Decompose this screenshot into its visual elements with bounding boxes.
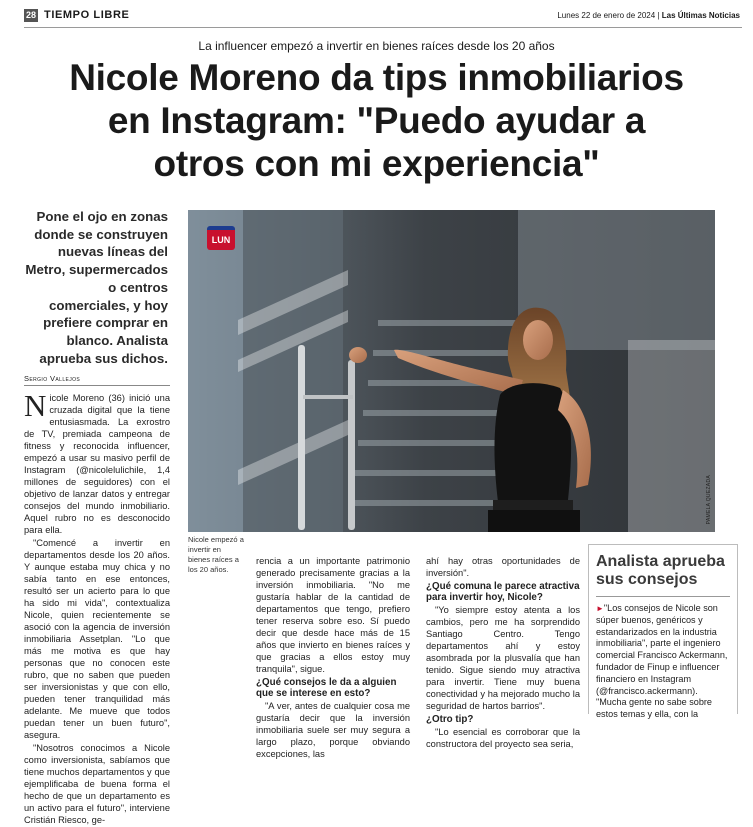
sidebar-title: Analista aprueba sus consejos — [596, 553, 725, 588]
article-photo — [188, 210, 715, 532]
body-column-1 — [24, 388, 170, 827]
article-kicker: La influencer empezó a invertir en bienes raíces desde los 20 años — [198, 39, 555, 53]
sidebar-body: "Los consejos de Nicole son súper buenos, genéricos y estandarizados en la industria inmobiliaria", parte el ingeniero comercial Francisco Ackermann, fundador de Finup e influencer financiero en Instagram (@francisco.ackermann). "Mucha gente no sabe sobre estos temas y ella, con la — [596, 603, 728, 720]
paragraph — [24, 388, 170, 536]
article-byline: Sergio Vallejos — [24, 374, 170, 386]
body-column-2 — [256, 555, 410, 761]
page-header — [24, 8, 742, 28]
paragraph: "Yo siempre estoy atenta a los cambios, pero me ha sorprendido Santiago Centro. Tengo departamentos ahí y estoy asombrada por la plusvalía que han tenido. Sigue siendo muy atractiva para invertir. Tiene muy buena conectividad y ha mejorado mucho la seguridad de hartos barrios". — [426, 605, 580, 711]
newspaper-name: Las Últimas Noticias — [661, 11, 740, 20]
paragraph: rencia a un importante patrimonio generado precisamente gracias a la inversión inmobiliaria. "No me gustaría hablar de la cantidad de departamentos que tengo, prefiero tener reserva sobre eso. Sí puedo decir que desde hace más de 15 años que invierto en bienes raíces y que gracias a ellos estoy muy tranquila", sigue. — [256, 556, 410, 674]
question-heading: ¿Qué consejos le da a alguien que se interese en esto? — [256, 677, 397, 699]
paragraph: "Lo esencial es corroborar que la constructora del proyecto sea seria, — [426, 727, 580, 749]
article-lead: Pone el ojo en zonas donde se construyen nuevas líneas del Metro, supermercados o centros comerciales, y hoy prefiere comprar en blanco. Analista aprueba sus dichos. — [25, 209, 168, 366]
issue-date: Lunes 22 de enero de 2024 | — [557, 11, 660, 20]
sidebar-box — [588, 544, 738, 720]
paragraph-text: icole Moreno (36) inició una cruzada digital que la tiene entusiasmada. La exrostro de TV, premiada campeona de fitness y reconocida influencer, empezó a usar su masivo perfil de Instagram (@nicolelulichile, 1,4 millones de seguidores) con el objetivo de lanzar datos y entregar consejos del mundo inmobiliario. Aquel rubro no es desconocido para ella. — [24, 393, 170, 535]
question-heading: ¿Qué comuna le parece atractiva para invertir hoy, Nicole? — [426, 581, 580, 603]
body-column-3 — [426, 555, 580, 751]
paragraph: "Nosotros conocimos a Nicole como inversionista, sabíamos que tiene muchos departamentos y que ejemplificaba de buena forma el hecho de que un departamento es un activo para el futuro", interviene Cristián Riesco, ge- — [24, 743, 170, 825]
photo-credit: PAMELA QUEZADA — [706, 474, 712, 524]
arrow-right-icon: ► — [596, 604, 604, 613]
lun-logo: LUN — [207, 226, 235, 250]
sidebar-divider — [596, 596, 730, 597]
headline-line-1: Nicole Moreno da tips inmobiliarios — [69, 57, 684, 98]
drop-cap: N — [24, 388, 47, 423]
question-heading: ¿Otro tip? — [426, 714, 474, 725]
page-number: 28 — [25, 10, 36, 20]
paragraph: "Comencé a invertir en departamentos desde los 20 años. Y aunque estaba muy chica y no sabía tanto en ese entonces, resultó ser un acierto para lo que ha sido mi vida", contextualiza Nicole, quien recientemente se asoció con la agencia de inversión inmobiliaria Assetplan. "Lo que más me motiva es que hay personas que no conocen este rubro, que no saben que pueden ser inversionistas y que con ello, pueden tener tranquilidad más adelante. Me mueve que todos puedan tener un buen futuro", asegura. — [24, 538, 170, 740]
photo-caption: Nicole empezó a invertir en bienes raíces a los 20 años. — [188, 535, 244, 574]
paragraph: "A ver, antes de cualquier cosa me gustaría decir que la inversión inmobiliaria suele ser muy segura a largo plazo, porque obviando excepciones, las — [256, 701, 410, 759]
headline-line-3: otros con mi experiencia" — [153, 143, 600, 184]
header-dateline — [557, 10, 740, 22]
article-headline — [20, 56, 733, 185]
paragraph: ahí hay otras oportunidades de inversión". — [426, 556, 580, 578]
photo-illustration — [188, 210, 715, 532]
sidebar-text — [596, 603, 730, 721]
section-title: TIEMPO LIBRE — [44, 9, 130, 21]
headline-line-2: en Instagram: "Puedo ayudar a — [107, 100, 646, 141]
